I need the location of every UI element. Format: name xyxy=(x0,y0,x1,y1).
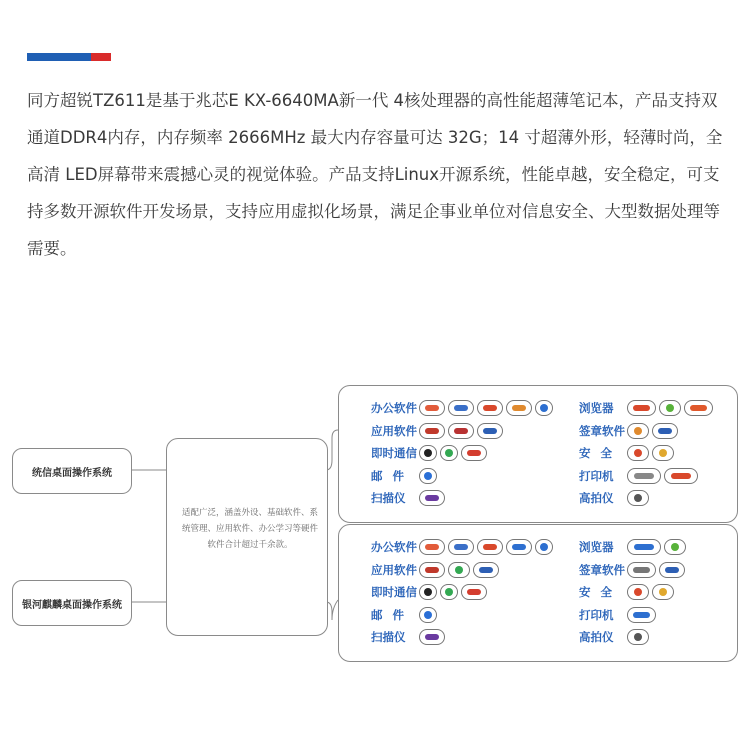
software-logo-icon xyxy=(419,468,437,484)
software-row xyxy=(579,421,678,441)
software-row xyxy=(579,537,686,557)
category-label: 安 全 xyxy=(579,446,616,460)
software-logos xyxy=(627,584,674,600)
software-row xyxy=(579,605,656,625)
software-logos xyxy=(419,490,445,506)
software-logo-icon xyxy=(419,584,437,600)
software-row xyxy=(579,443,674,463)
software-logo-icon xyxy=(652,584,674,600)
software-row xyxy=(371,443,487,463)
software-logos xyxy=(419,562,499,578)
software-row xyxy=(371,560,499,580)
software-logo-icon xyxy=(448,423,474,439)
software-logos xyxy=(627,607,656,623)
software-logo-icon xyxy=(419,445,437,461)
category-label: 邮 件 xyxy=(371,468,408,483)
category-label: 即时通信 xyxy=(371,585,417,599)
software-row xyxy=(579,466,698,486)
software-logo-icon xyxy=(506,539,532,555)
adaptation-box xyxy=(166,438,328,636)
software-logo-icon xyxy=(419,400,445,416)
software-logo-icon xyxy=(477,539,503,555)
software-logos xyxy=(419,468,437,484)
software-logo-icon xyxy=(419,607,437,623)
adaptation-text: 适配广泛，涵盖外设、基础软件、系统管理、应用软件、办公学习等硬件软件合计超过千余款。 xyxy=(181,508,318,550)
category-label: 签章软件 xyxy=(579,562,625,577)
software-logos xyxy=(419,423,503,439)
software-logo-icon xyxy=(627,445,649,461)
software-logo-icon xyxy=(659,400,681,416)
category-label: 高拍仪 xyxy=(579,630,614,644)
kylin-box xyxy=(12,580,132,626)
software-row xyxy=(579,627,649,647)
software-logo-icon xyxy=(461,445,487,461)
software-logo-icon xyxy=(664,539,686,555)
software-logos xyxy=(627,629,649,645)
software-logo-icon xyxy=(627,490,649,506)
software-logo-icon xyxy=(652,445,674,461)
software-row xyxy=(371,398,553,418)
software-logo-icon xyxy=(684,400,713,416)
category-label: 浏览器 xyxy=(579,401,614,415)
software-logo-icon xyxy=(627,539,661,555)
software-logos xyxy=(627,490,649,506)
kylin-software-panel xyxy=(338,524,738,662)
category-label: 邮 件 xyxy=(371,607,408,622)
software-logo-icon xyxy=(627,468,661,484)
software-logos xyxy=(419,445,487,461)
uos-box xyxy=(12,448,132,494)
software-logos xyxy=(627,562,685,578)
software-logo-icon xyxy=(627,423,649,439)
software-logo-icon xyxy=(627,584,649,600)
software-logos xyxy=(419,539,553,555)
category-label: 安 全 xyxy=(579,585,616,599)
software-row xyxy=(579,560,685,580)
category-label: 打印机 xyxy=(579,468,614,483)
software-logo-icon xyxy=(448,400,474,416)
category-label: 即时通信 xyxy=(371,446,417,460)
software-logo-icon xyxy=(461,584,487,600)
uos-label: 统信桌面操作系统 xyxy=(32,467,112,479)
software-logo-icon xyxy=(419,629,445,645)
software-logo-icon xyxy=(535,539,553,555)
software-row xyxy=(371,582,487,602)
software-logos xyxy=(627,468,698,484)
software-logo-icon xyxy=(440,445,458,461)
software-logo-icon xyxy=(477,423,503,439)
software-row xyxy=(371,488,445,508)
category-label: 应用软件 xyxy=(371,423,417,438)
category-label: 打印机 xyxy=(579,607,614,622)
intro-paragraph: 同方超锐TZ611是基于兆芯E KX-6640MA新一代 4核处理器的高性能超薄笔记本，产品支持双通道DDR4内存，内存频率 2666MHz 最大内存容量可达 32G；14 寸超薄外形，轻薄时尚，全高清 LED屏幕带来震撼心灵的视觉体验。产品支持Linux开源系统，性能卓越，安全稳定，可支持多数开源软件开发场景，支持应用虚拟化场景，满足企事业单位对信息安全、大型数据处理等需要。 xyxy=(27,91,723,258)
software-logo-icon xyxy=(419,490,445,506)
software-logos xyxy=(627,445,674,461)
software-row xyxy=(371,466,437,486)
category-label: 应用软件 xyxy=(371,562,417,577)
software-logo-icon xyxy=(448,539,474,555)
software-logo-icon xyxy=(627,562,656,578)
software-logo-icon xyxy=(535,400,553,416)
software-logo-icon xyxy=(440,584,458,600)
software-logos xyxy=(419,629,445,645)
category-label: 扫描仪 xyxy=(371,630,406,644)
software-logos xyxy=(627,400,713,416)
software-logo-icon xyxy=(419,539,445,555)
software-row xyxy=(371,627,445,647)
software-row xyxy=(371,605,437,625)
category-label: 扫描仪 xyxy=(371,491,406,505)
software-logo-icon xyxy=(506,400,532,416)
software-logo-icon xyxy=(627,400,656,416)
software-logo-icon xyxy=(627,629,649,645)
software-logos xyxy=(627,539,686,555)
software-logo-icon xyxy=(652,423,678,439)
software-row xyxy=(579,488,649,508)
software-row xyxy=(579,398,713,418)
software-row xyxy=(371,537,553,557)
software-logo-icon xyxy=(448,562,470,578)
software-logo-icon xyxy=(659,562,685,578)
kylin-label: 银河麒麟桌面操作系统 xyxy=(22,599,122,611)
software-logos xyxy=(627,423,678,439)
category-label: 浏览器 xyxy=(579,540,614,554)
software-row xyxy=(371,421,503,441)
software-row xyxy=(579,582,674,602)
software-logo-icon xyxy=(664,468,698,484)
category-label: 高拍仪 xyxy=(579,491,614,505)
software-logo-icon xyxy=(627,607,656,623)
category-label: 办公软件 xyxy=(371,401,417,415)
software-logo-icon xyxy=(419,423,445,439)
software-logo-icon xyxy=(473,562,499,578)
software-logos xyxy=(419,584,487,600)
software-logos xyxy=(419,607,437,623)
category-label: 签章软件 xyxy=(579,423,625,438)
category-label: 办公软件 xyxy=(371,540,417,554)
software-logos xyxy=(419,400,553,416)
software-logo-icon xyxy=(477,400,503,416)
uos-software-panel xyxy=(338,385,738,523)
software-logo-icon xyxy=(419,562,445,578)
